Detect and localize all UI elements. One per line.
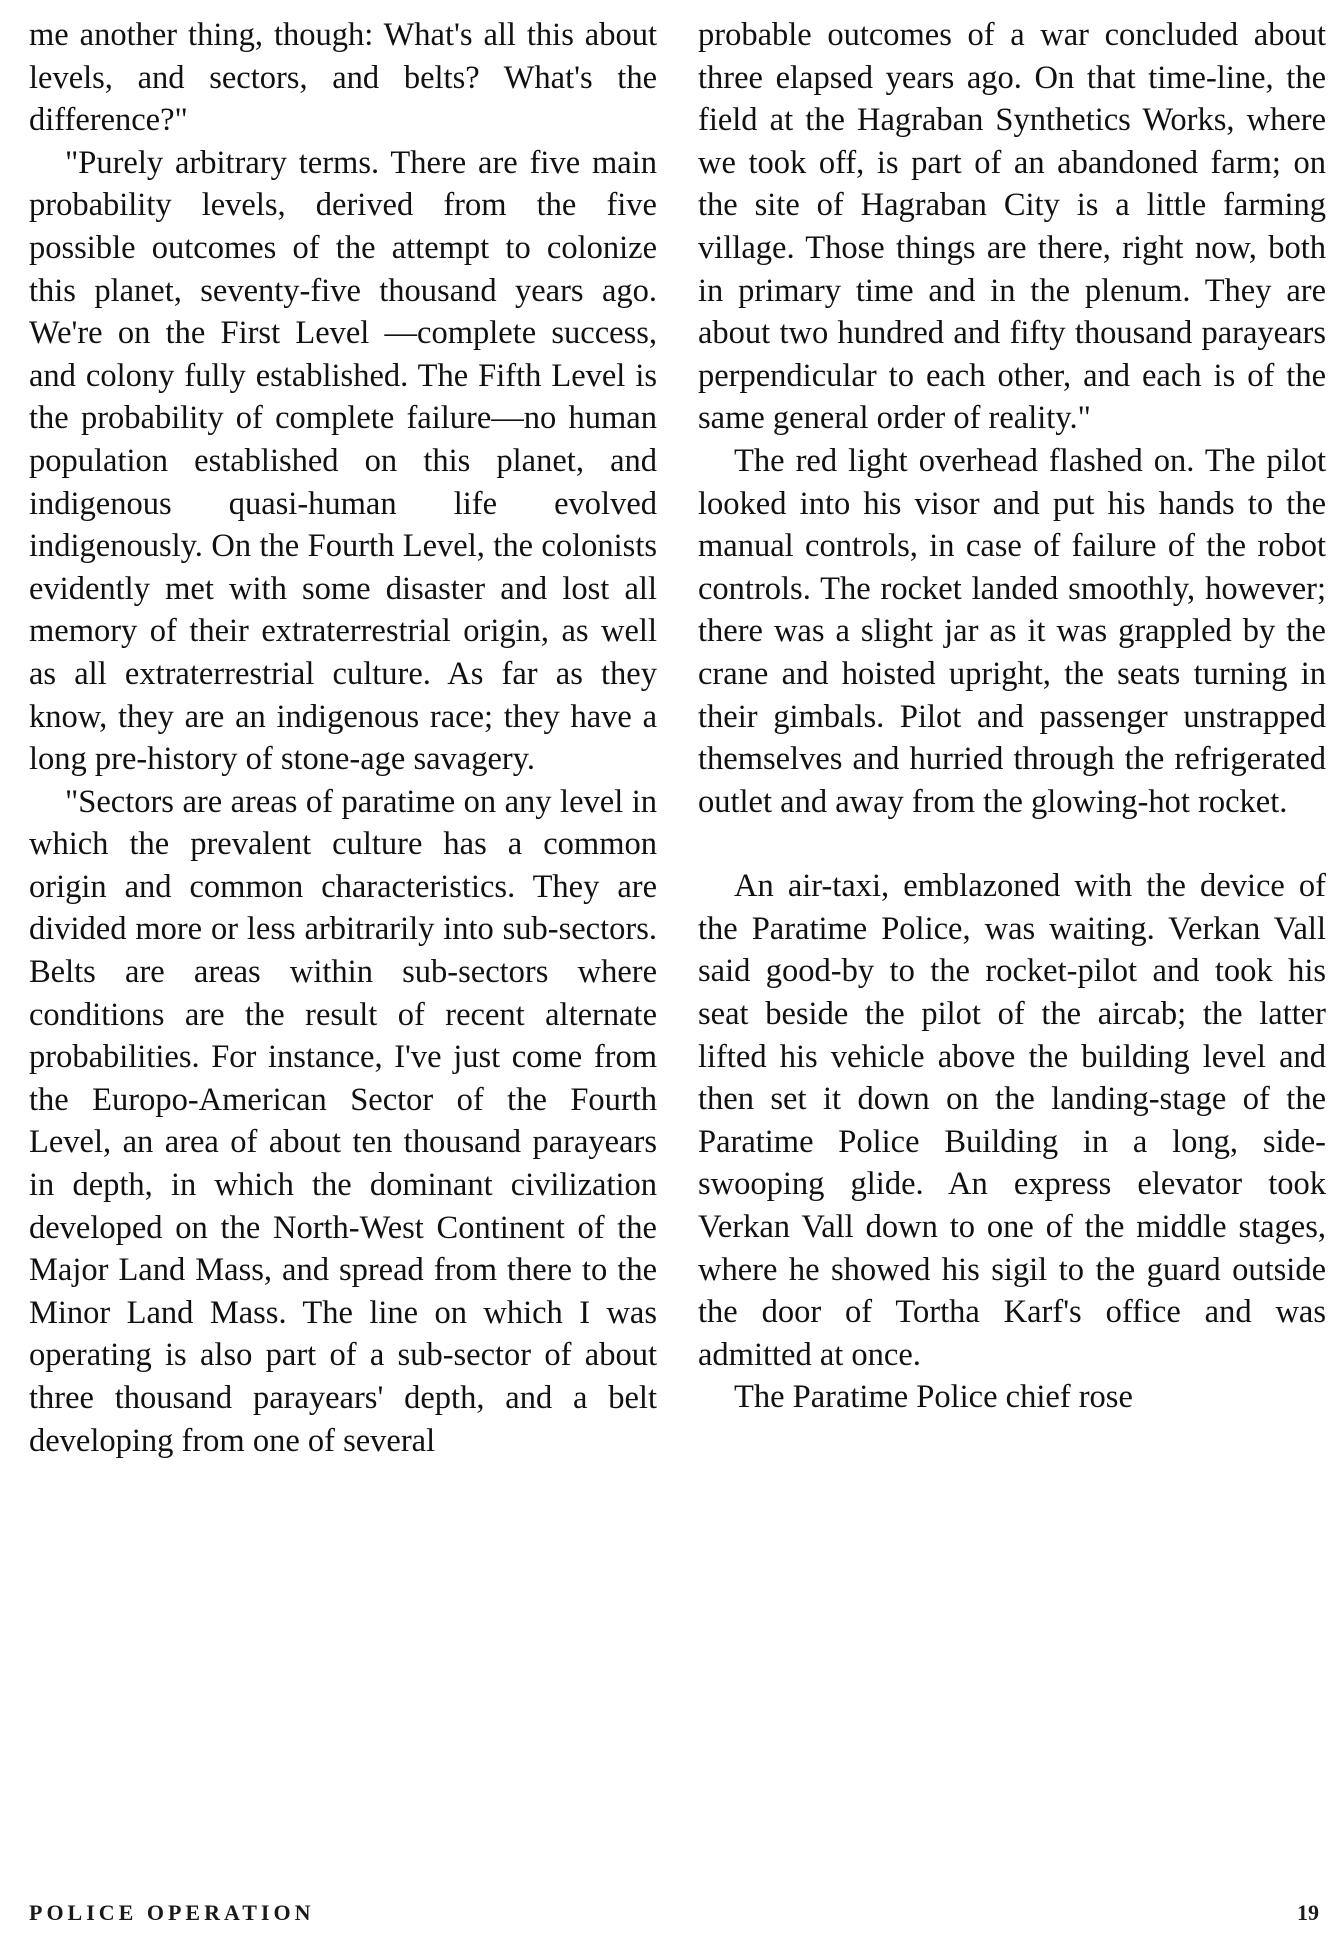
left-column <box>29 14 657 1462</box>
page-footer <box>29 1900 1319 1940</box>
paragraph: An air-taxi, emblazoned with the device of the Paratime Police, was waiting. Verkan Vall said good-by to the rocket-pilot and took his seat beside the pilot of the aircab; the latter lifted his vehicle above the building level and then set it down on the landing-stage of the Paratime Police Building in a long, side-swooping glide. An express elevator took Verkan Vall down to one of the middle stages, where he showed his sigil to the guard outside the door of Tortha Karf's office and was admitted at once. <box>698 868 1326 1373</box>
paragraph: "Sectors are areas of paratime on any level in which the prevalent culture has a common origin and common characteristics. They are divided more or less arbitrarily into sub-sectors. Belts are areas within sub-sectors where conditions are the result of recent alternate probabilities. For instance, I've just come from the Europo-American Sector of the Fourth Level, an area of about ten thousand parayears in depth, in which the dominant civilization developed on the North-West Continent of the Major Land Mass, and spread from there to the Minor Land Mass. The line on which I was operating is also part of a sub-sector of about three thousand parayears' depth, and a belt developing from one of several <box>29 783 657 1459</box>
paragraph: The red light overhead flashed on. The pilot looked into his visor and put his hands to the manual controls, in case of failure of the robot controls. The rocket landed smoothly, however; there was a slight jar as it was grappled by the crane and hoisted upright, the seats turning in their gimbals. Pilot and passenger unstrapped themselves and hurried through the refrigerated outlet and away from the glowing-hot rocket. <box>698 442 1326 820</box>
paragraph: me another thing, though: What's all this about levels, and sectors, and belts? What's the difference?" <box>29 17 657 139</box>
running-head: POLICE OPERATION <box>29 1900 315 1925</box>
paragraph: probable outcomes of a war concluded about three elapsed years ago. On that time-line, the field at the Hagraban Synthetics Works, where we took off, is part of an abandoned farm; on the site of Hagraban City is a little farming village. Those things are there, right now, both in primary time and in the plenum. They are about two hundred and fifty thousand parayears perpendicular to each other, and each is of the same general order of reality." <box>698 17 1326 437</box>
page-number: 19 <box>1297 1900 1319 1925</box>
right-column <box>698 14 1326 1419</box>
paragraph: "Purely arbitrary terms. There are five main probability levels, derived from the five possible outcomes of the attempt to colonize this planet, seventy-five thousand years ago. We're on the First Level —complete success, and colony fully established. The Fifth Level is the probability of complete failure—no human population established on this planet, and indigenous quasi-human life evolved indigenously. On the Fourth Level, the colonists evidently met with some disaster and lost all memory of their extraterrestrial origin, as well as all extraterrestrial culture. As far as they know, they are an indigenous race; they have a long pre-history of stone-age savagery. <box>29 144 657 778</box>
paragraph: The Paratime Police chief rose <box>734 1379 1133 1416</box>
